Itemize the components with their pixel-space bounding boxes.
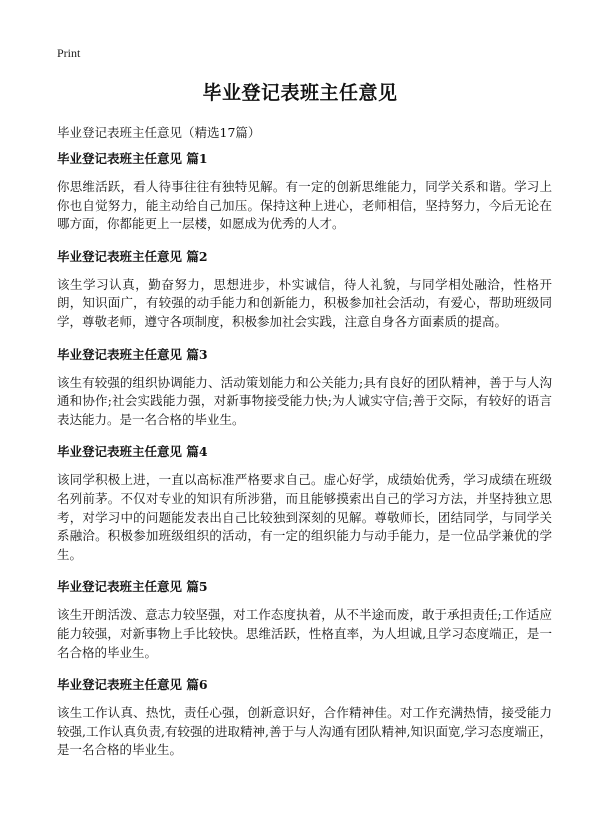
section-body: 你思维活跃，看人待事往往有独特见解。有一定的创新思维能力，同学关系和谐。学习上你也自觉努力，能主动给自己加压。保持这种上进心，老师相信，坚持努力，今后无论在哪方面，你都能更上一层楼，如愿成为优秀的人才。 [57, 179, 552, 232]
section-body: 该生有较强的组织协调能力、活动策划能力和公关能力;具有良好的团队精神，善于与人沟通和协作;社会实践能力强，对新事物接受能力快;为人诚实守信;善于交际，有较好的语言表达能力。是一名合格的毕业生。 [57, 374, 552, 427]
section-body: 该生工作认真、热忱，责任心强，创新意识好，合作精神佳。对工作充满热情，接受能力较强,工作认真负责,有较强的进取精神,善于与人沟通有团队精神,知识面宽,学习态度端正，是一名合格的毕业生。 [57, 705, 552, 758]
section-body: 该生开朗活泼、意志力较坚强，对工作态度执着，从不半途而废，敢于承担责任;工作适应能力较强，对新事物上手比较快。思维活跃，性格直率，为人坦诚,且学习态度端正，是一名合格的毕业生。 [57, 607, 552, 660]
section-body: 该同学积极上进，一直以高标准严格要求自己。虚心好学，成绩始优秀，学习成绩在班级名列前茅。不仅对专业的知识有所涉猎，而且能够摸索出自己的学习方法，并坚持独立思考，对学习中的问题能发表出自己比较独到深刻的见解。尊敬师长，团结同学，与同学关系融洽。积极参加班级组织的活动，有一定的组织能力与动手能力，是一位品学兼优的学生。 [57, 472, 552, 562]
section [57, 578, 552, 662]
section [57, 248, 552, 332]
section [57, 443, 552, 564]
document-subtitle: 毕业登记表班主任意见（精选17篇） [57, 125, 261, 140]
section-heading: 毕业登记表班主任意见 篇4 [57, 444, 208, 460]
section-body: 该生学习认真，勤奋努力，思想进步，朴实诚信，待人礼貌，与同学相处融洽，性格开朗，知识面广，有较强的动手能力和创新能力，积极参加社会活动，有爱心，帮助班级同学，尊敬老师，遵守各项制度，积极参加社会实践，注意自身各方面素质的提高。 [57, 276, 552, 329]
section-heading: 毕业登记表班主任意见 篇6 [57, 677, 208, 693]
section-heading: 毕业登记表班主任意见 篇5 [57, 579, 208, 595]
page-title: 毕业登记表班主任意见 [202, 82, 398, 104]
section [57, 676, 552, 760]
section-heading: 毕业登记表班主任意见 篇3 [57, 346, 208, 362]
section-heading: 毕业登记表班主任意见 篇1 [57, 151, 208, 166]
section-heading: 毕业登记表班主任意见 篇2 [57, 248, 208, 264]
section [57, 150, 552, 234]
document-content [57, 150, 552, 774]
print-link[interactable]: Print [57, 46, 81, 60]
section [57, 346, 552, 430]
